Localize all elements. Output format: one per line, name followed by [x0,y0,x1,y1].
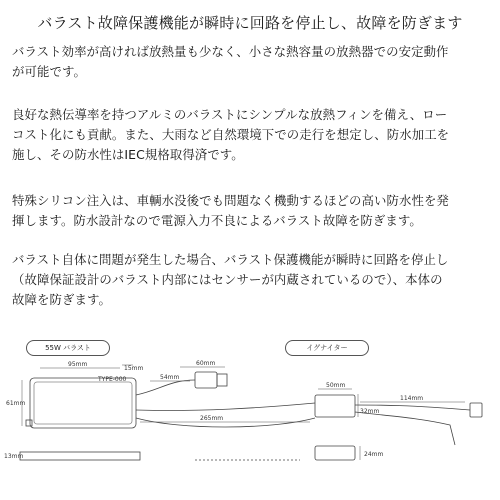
igniter-side-view [315,446,355,460]
text-line: バラスト効率が高ければ放熱量も少なく、小さな熱容量の放熱器での安定動作 [12,44,449,59]
ballast-side-view [20,452,140,460]
dim-95-text: 95mm [68,361,88,368]
lamp-connector-tip [217,374,227,386]
dim-54-text: 54mm [160,374,180,381]
dim-114-text: 114mm [400,395,424,402]
ballast-mount-tab [26,420,32,426]
text-line: （故障保証設計のバラスト内部にはセンサーが内蔵されているので）、本体の [12,272,443,287]
power-wire [136,418,315,427]
ballast-inner [34,382,132,424]
dim-24-text: 24mm [364,451,384,458]
dim-50-text: 50mm [326,382,346,389]
ballast-label: 55W バラスト [26,340,110,356]
page-title: バラスト故障保護機能が瞬時に回路を停止し、故障を防ぎます [37,14,463,32]
igniter-ground-wire [355,412,455,445]
lamp-connector [195,372,217,388]
dim-13-text: 13mm [4,453,24,460]
igniter-label: イグナイター [285,340,369,356]
lamp-wire [136,380,195,395]
text-line: 特殊シリコン注入は、車輌水没後でも問題なく機動するほどの高い防水性を発 [12,193,449,208]
dim-61-text: 61mm [6,400,26,407]
dim-15-text: 15mm [124,365,144,372]
igniter-connector [470,403,482,417]
ballast-body [30,378,136,428]
text-line: 施し、その防水性はIEC規格取得済です。 [12,147,244,162]
text-line: コスト化にも貢献。また、大雨など自然環境下での走行を想定し、防水加工を [12,127,450,142]
igniter-body [315,395,355,417]
text-line: 故障を防ぎます。 [12,292,111,307]
text-line: 揮します。防水設計なので電源入力不良によるバラスト故障を防ぎます。 [12,213,422,228]
igniter-wire [136,403,315,411]
model-text: TYPE-000 [98,376,127,383]
dim-32-text: 32mm [360,408,380,415]
dim-60-text: 60mm [196,360,216,367]
text-line: が可能です。 [12,64,86,79]
text-line: バラスト自体に問題が発生した場合、バラスト保護機能が瞬時に回路を停止し [12,252,449,267]
dim-265-text: 265mm [200,415,224,422]
text-line: 良好な熱伝導率を持つアルミのバラストにシンプルな放熱フィンを備え、ロー [12,107,448,122]
